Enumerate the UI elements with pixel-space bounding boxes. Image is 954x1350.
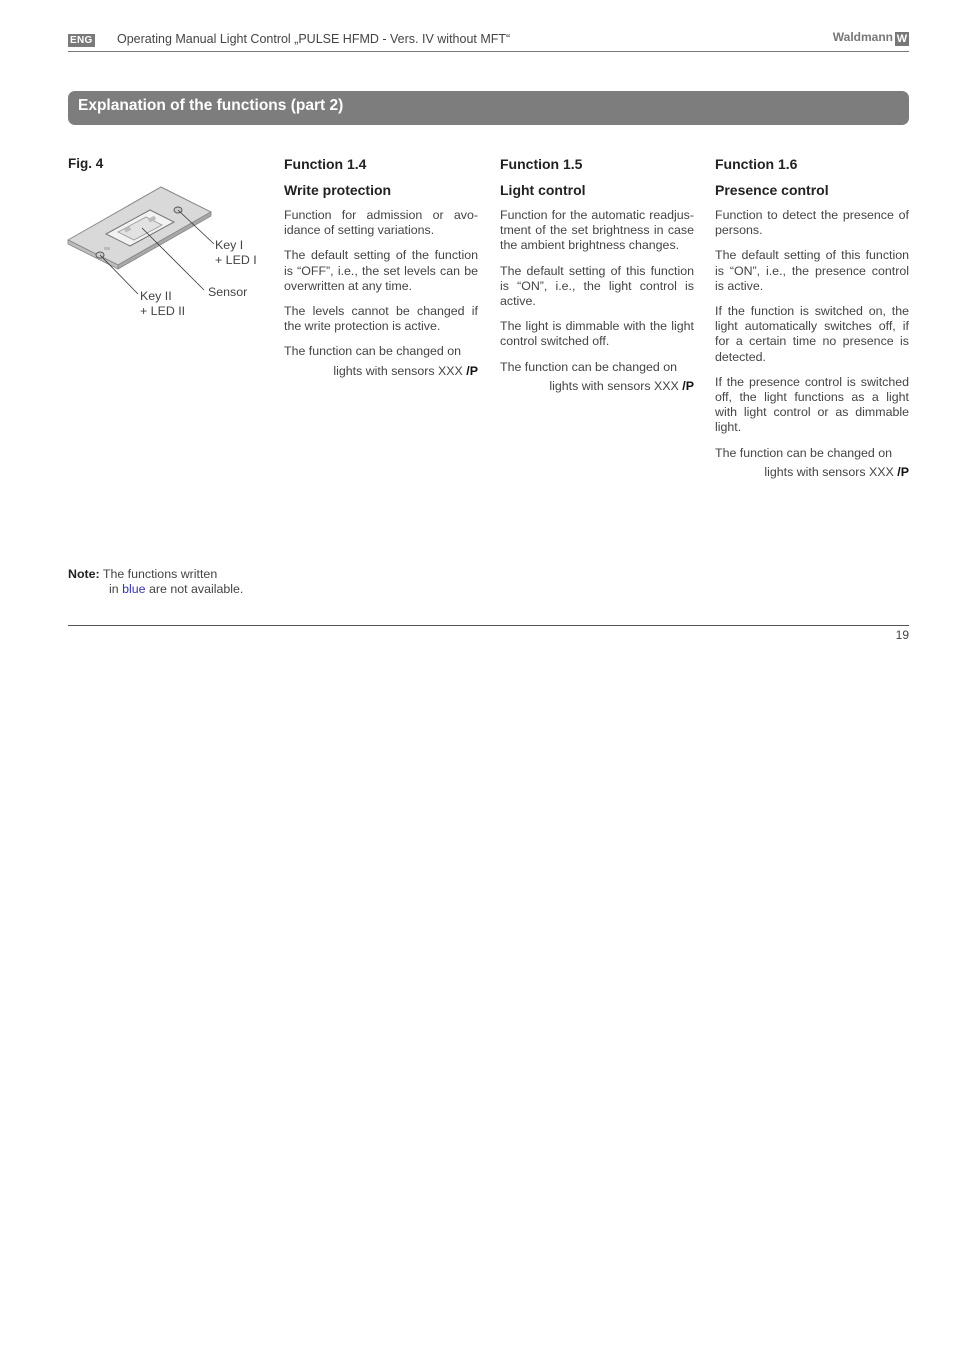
function-paragraph: If the function is switched on, the light automatically switches off, if for a certain time no presence is detected. (715, 304, 909, 364)
function-paragraph: The default setting of this function is “ON”, i.e., the light control is active. (500, 263, 694, 309)
document-title: Operating Manual Light Control „PULSE HFMD - Vers. IV without MFT“ (117, 32, 511, 46)
function-changed-note: The function can be changed on (500, 359, 678, 374)
note-block (68, 567, 243, 597)
note-blue-word: blue (122, 582, 146, 596)
figure-label-key-1: Key I + LED I (215, 238, 257, 267)
figure-label-key-2: Key II + LED II (140, 289, 186, 318)
brand-logo (833, 30, 909, 46)
function-name: Write protection (284, 182, 392, 198)
function-number: Function 1.5 (500, 156, 583, 172)
section-title: Explanation of the functions (part 2) (78, 97, 344, 114)
page-header (68, 31, 909, 52)
footer-divider (68, 625, 909, 626)
function-paragraph: The default setting of this function is “ON”, i.e., the presence control is active. (715, 248, 909, 293)
function-changed-note: The function can be changed on (284, 344, 462, 359)
brand-name: Waldmann (832, 30, 893, 44)
function-paragraph: If the presence control is switched off, the light functions as a light with light control or as dimmable light. (715, 374, 909, 435)
language-badge: ENG (70, 35, 93, 46)
function-sensor-line: lights with sensors XXX /P (764, 464, 909, 479)
function-paragraph: The default setting of the function is “OFF”, i.e., the set levels can be overwritten at any time. (284, 248, 478, 293)
function-paragraph: Function to detect the presence of persons. (715, 208, 909, 238)
key-2-led (104, 247, 110, 250)
function-paragraph: The light is dimmable with the light control switched off. (500, 319, 694, 349)
function-paragraph: Function for the automatic readjus-tment of the set brightness in case the ambient brightness changes. (500, 208, 694, 253)
note-line-1: The functions written (102, 567, 218, 581)
page-number: 19 (895, 628, 909, 642)
function-1-4-column (284, 156, 478, 379)
note-label: Note: (68, 567, 100, 581)
function-1-6-column (715, 156, 909, 480)
figure-label: Fig. 4 (68, 156, 104, 171)
function-sensor-line: lights with sensors XXX /P (333, 363, 478, 378)
function-paragraph: The levels cannot be changed if the write protection is active. (284, 304, 478, 334)
function-name: Presence control (715, 182, 829, 198)
function-sensor-line: lights with sensors XXX /P (549, 378, 694, 393)
function-paragraph: Function for admission or avo-idance of setting variations. (284, 208, 478, 238)
function-1-5-column (500, 156, 694, 394)
function-changed-note: The function can be changed on (715, 445, 893, 460)
function-name: Light control (500, 182, 586, 198)
function-number: Function 1.4 (284, 156, 367, 172)
note-line-2: in blue are not available. (109, 582, 244, 596)
function-number: Function 1.6 (715, 156, 798, 172)
figure-label-sensor: Sensor (208, 285, 248, 299)
brand-mark-icon: W (896, 33, 908, 45)
section-banner (68, 91, 909, 125)
